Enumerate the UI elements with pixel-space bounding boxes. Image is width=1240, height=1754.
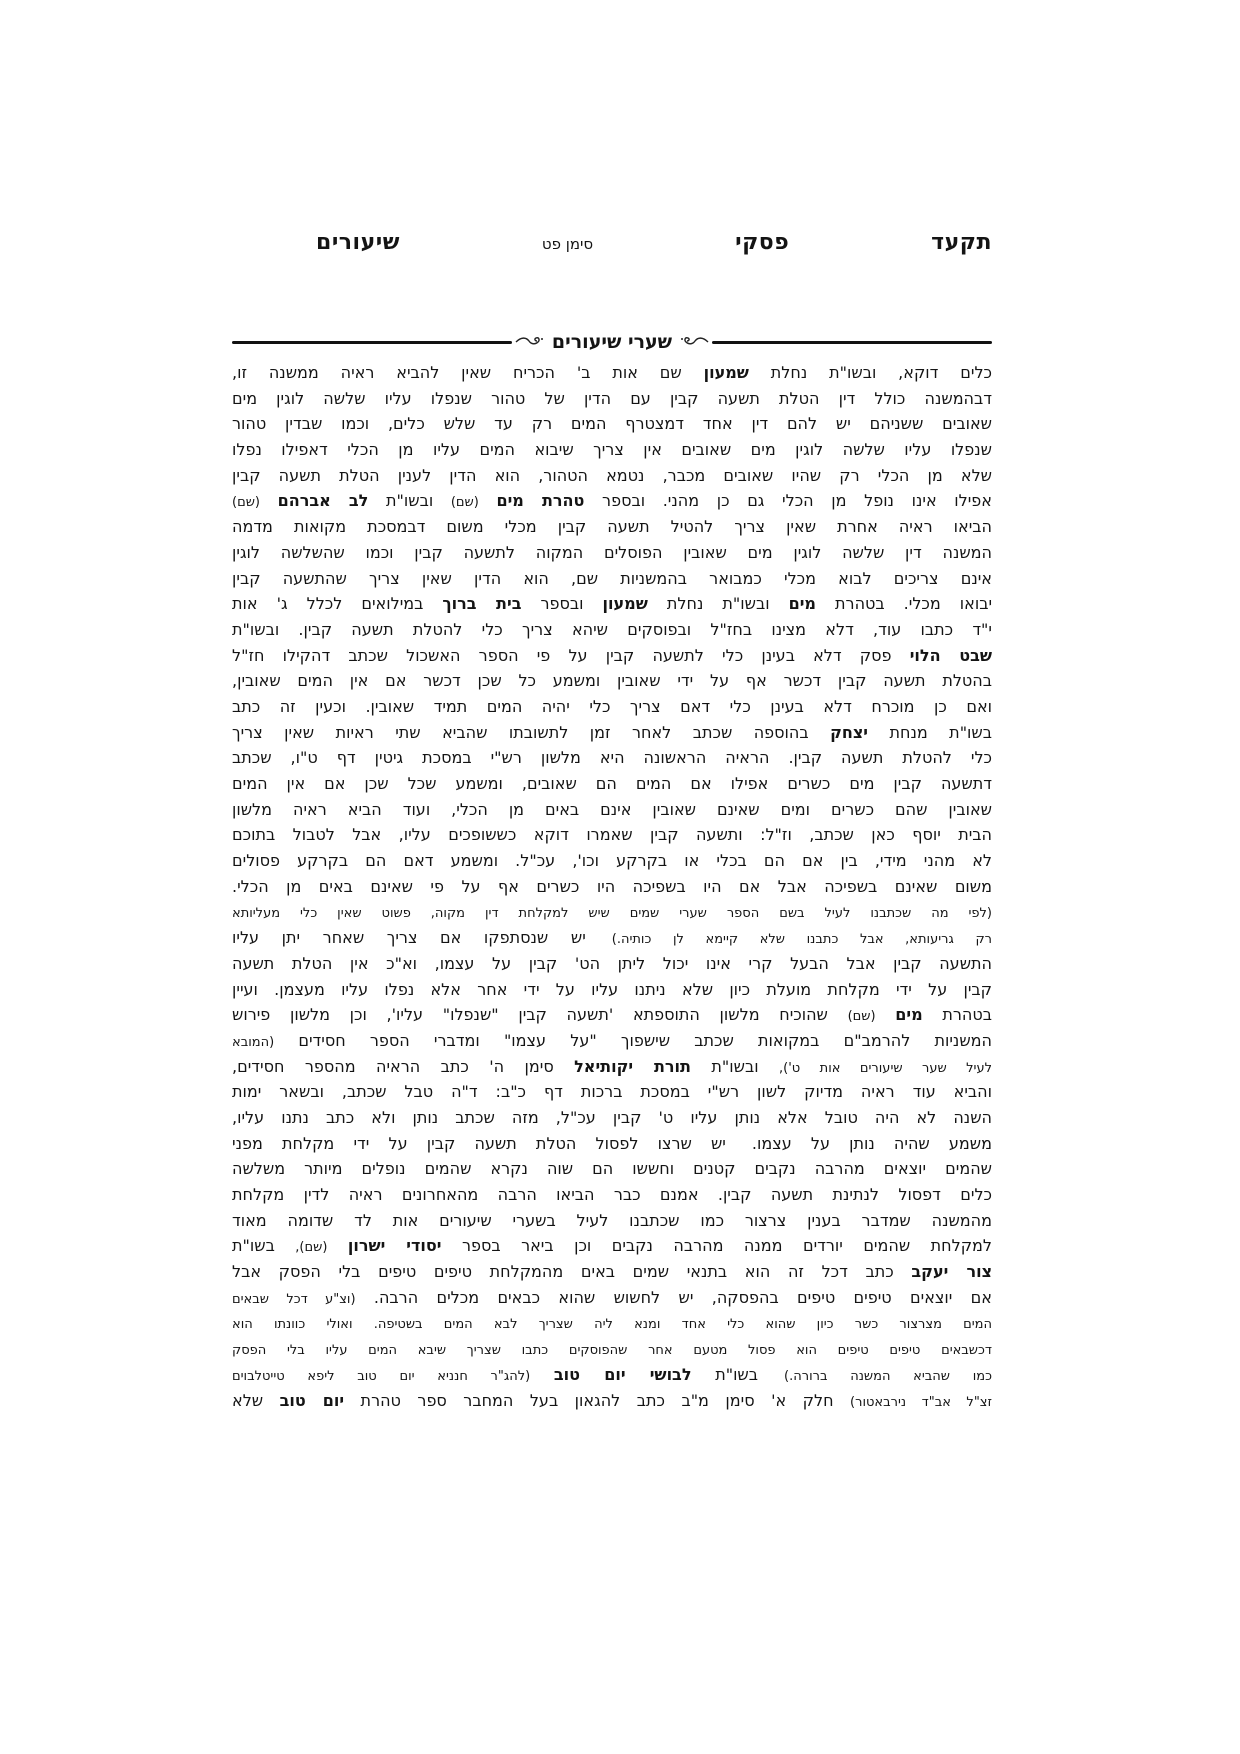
- text-line: משום שאינם בשפיכה אבל אם היו בשפיכה היו כשרים אף על פי שאינם באים מן הכלי.: [232, 876, 992, 896]
- text-line: מהמשנה שמדבר בענין צרצור כמו שכתבנו לעיל בשערי שיעורים אות לד שדומה מאוד: [232, 1210, 992, 1230]
- text-line: יבואו מכלי. בטהרת מים ובשו"ת נחלת שמעון ובספר בית ברוך במילואים לכלל ג' אות: [232, 594, 992, 614]
- section-divider: [232, 331, 992, 353]
- header-page-number: תקעד: [931, 230, 992, 255]
- text-line: שנפלו עליו שלשה לוגין מים שאובים אין צריך שיבוא המים עליו מן הכלי דאפילו נפלו: [232, 440, 992, 460]
- text-line: בטהרת מים (שם) שהוכיח מלשון התוספתא 'תשעה קבין "שנפלו" עליו', וכן מלשון פירוש: [232, 1005, 992, 1025]
- text-line: והביא עוד ראיה מדיוק לשון רש"י במסכת ברכות דף כ"ב: ד"ה טבל שכתב, ובשאר ימות: [232, 1082, 992, 1102]
- text-line: כלים דפסול לנתינת תשעה קבין. אמנם כבר הביאו הרבה מהאחרונים ראיה לדין מקלחת: [232, 1185, 992, 1204]
- divider-rule-left: [232, 341, 512, 344]
- text-line: צור יעקב כתב דכל זה הוא בתנאי שמים באים מהמקלחת טיפים טיפים בלי הפסק אבל: [232, 1262, 992, 1282]
- text-line: רק גריעותא, אבל כתבנו שלא קיימא לן כותיה.)יש שנסתפקו אם צריך שאחר יתן עליו: [232, 928, 992, 948]
- text-line: שאובין שהם כשרים ומים שאינם שאובין אינם באים מן הכלי, ועוד הביא ראיה מלשון: [232, 799, 992, 819]
- text-line: (לפי מה שכתבנו לעיל בשם הספר שערי שמים שיש למקלחת דין מקוה, פשוט שאין כלי מעליותא: [232, 906, 992, 922]
- text-line: כלי להטלת תשעה קבין. הראיה הראשונה היא מלשון רש"י במסכת גיטין דף ט"ו, שכתב: [232, 748, 992, 768]
- flourish-icon: [679, 335, 709, 349]
- divider-rule-right: [712, 341, 992, 344]
- text-line: זצ"ל אב"ד נירבאטור) חלק א' סימן מ"ב כתב להגאון בעל המחבר ספר טהרת יום טוב שלא: [232, 1390, 992, 1410]
- text-line: דכשבאים טיפים טיפים הוא פסול מטעם אחר שהפוסקים כתבו שצריך שיבא המים עליו בלי הפסק: [232, 1343, 992, 1359]
- text-line: הביאו ראיה אחרת שאין צריך להטיל תשעה קבין מכלי משום דבמסכת מקואות מדמה: [232, 517, 992, 537]
- text-line: אם יוצאים טיפים טיפים בהפסקה, יש לחשוש שהוא כבאים מכלים הרבה. (וצ"ע דכל שבאים: [232, 1287, 992, 1307]
- text-line: אפילו אינו נופל מן הכלי גם כן מהני. ובספר טהרת מים (שם) ובשו"ת לב אברהם (שם): [232, 491, 992, 511]
- text-line: הבית יוסף כאן שכתב, וז"ל: ותשעה קבין שאמרו דוקא כששופכים עליו, אבל לטבול בתוכם: [232, 825, 992, 845]
- text-line: השנה לא היה טובל אלא נותן עליו ט' קבין עכ"ל, מזה שכתב נותן ולא כתב נתנו עליו,: [232, 1107, 992, 1127]
- running-header: [232, 230, 992, 255]
- text-line: דתשעה קבין מים כשרים אפילו אם המים הם שאובים, ומשמע שכל שכן אם אין המים: [232, 774, 992, 793]
- text-line: למקלחת שהמים יורדים ממנה מהרבה נקבים וכן ביאר בספר יסודי ישרון (שם), בשו"ת: [232, 1236, 992, 1256]
- header-title-pesakim: פסקי: [735, 230, 790, 255]
- text-line: התשעה קבין אבל הבעל קרי אינו יכול ליתן הט' קבין על עצמו, וא"כ אין הטלת תשעה: [232, 953, 992, 973]
- text-line: משמע שהיה נותן על עצמו.יש שרצו לפסול הטלת תשעה קבין על ידי מקלחת מפני: [232, 1133, 992, 1153]
- text-line: שלא מן הכלי רק שהיו שאובים מכבר, נטמא הטהור, הוא הדין לענין הטלת תשעה קבין: [232, 465, 992, 485]
- text-line: לעיל שער שיעורים אות ט'), ובשו"ת תורת יקותיאל סימן ה' כתב הראיה מהספר חסידים,: [232, 1056, 992, 1076]
- body-text: [232, 360, 992, 1413]
- header-title-shiurim: שיעורים: [316, 230, 400, 255]
- text-line: קבין על ידי מקלחת מועלת כיון שלא ניתנו עליו על ידי אחר אלא נפלו עליו מעצמן. ועיין: [232, 979, 992, 999]
- text-line: לא מהני מידי, בין אם הם בכלי או בקרקע וכו', עכ"ל. ומשמע דאם הם בקרקע פסולים: [232, 851, 992, 871]
- text-line: המים מצרצור כשר כיון שהוא כלי אחד ומנא ליה שצריך לבא המים בשטיפה. ואולי כוונתו הוא: [232, 1317, 992, 1333]
- text-line: דבהמשנה כולל דין הטלת תשעה קבין עם הדין של טהור שנפלו עליו שלשה לוגין מים: [232, 388, 992, 408]
- text-line: שאובים ששניהם יש להם דין אחד דמצטרף המים רק עד שלש כלים, וכמו שבדין טהור: [232, 414, 992, 434]
- page-content-column: [232, 0, 992, 1754]
- text-line: ואם כן מוכרח דלא בעינן כלי דאם צריך כלי יהיה המים תמיד שאובין. וכעין זה כתב: [232, 696, 992, 716]
- text-line: בהטלת תשעה קבין דכשר אף על ידי שאובין ומשמע כל שכן דכשר אם אין המים שאובין,: [232, 671, 992, 691]
- text-line: כלים דוקא, ובשו"ת נחלת שמעון שם אות ב' הכריח שאין להביא ראיה ממשנה זו,: [232, 363, 992, 382]
- text-line: י"ד כתבו עוד, דלא מצינו בחז"ל ובפוסקים שיהא צריך כלי להטלת תשעה קבין. ובשו"ת: [232, 619, 992, 639]
- text-line: המשנה דין שלשה לוגין מים שאובין הפוסלים המקוה לתשעה קבין וכמו שהשלשה לוגין: [232, 542, 992, 562]
- text-line: אינם צריכים לבוא מכלי כמבואר בהמשניות שם, הוא הדין שאין צריך שהתשעה קבין: [232, 568, 992, 588]
- text-line: שהמים יוצאים מהרבה נקבים קטנים וחששו הם שוה נקרא שהמים נופלים מיותר משלשה: [232, 1159, 992, 1179]
- text-line: שבט הלוי פסק דלא בעינן כלי לתשעה קבין על פי הספר האשכול שכתב דהקילו חז"ל: [232, 645, 992, 665]
- text-line: בשו"ת מנחת יצחק בהוספה שכתב לאחר זמן לתשובתו שהביא שתי ראיות שאין צריך: [232, 722, 992, 742]
- divider-title: שערי שיעורים: [551, 331, 673, 353]
- text-line: המשניות להרמב"ם במקואות שכתב שישפוך "על עצמו" ומדברי הספר חסידים (המובא: [232, 1030, 992, 1050]
- header-siman-label: סימן פט: [541, 235, 594, 253]
- text-line: כמו שהביא המשנה ברורה.)בשו"ת לבושי יום טוב (להג"ר חנניא יום טוב ליפא טייטלבוים: [232, 1364, 992, 1384]
- flourish-icon: [515, 335, 545, 349]
